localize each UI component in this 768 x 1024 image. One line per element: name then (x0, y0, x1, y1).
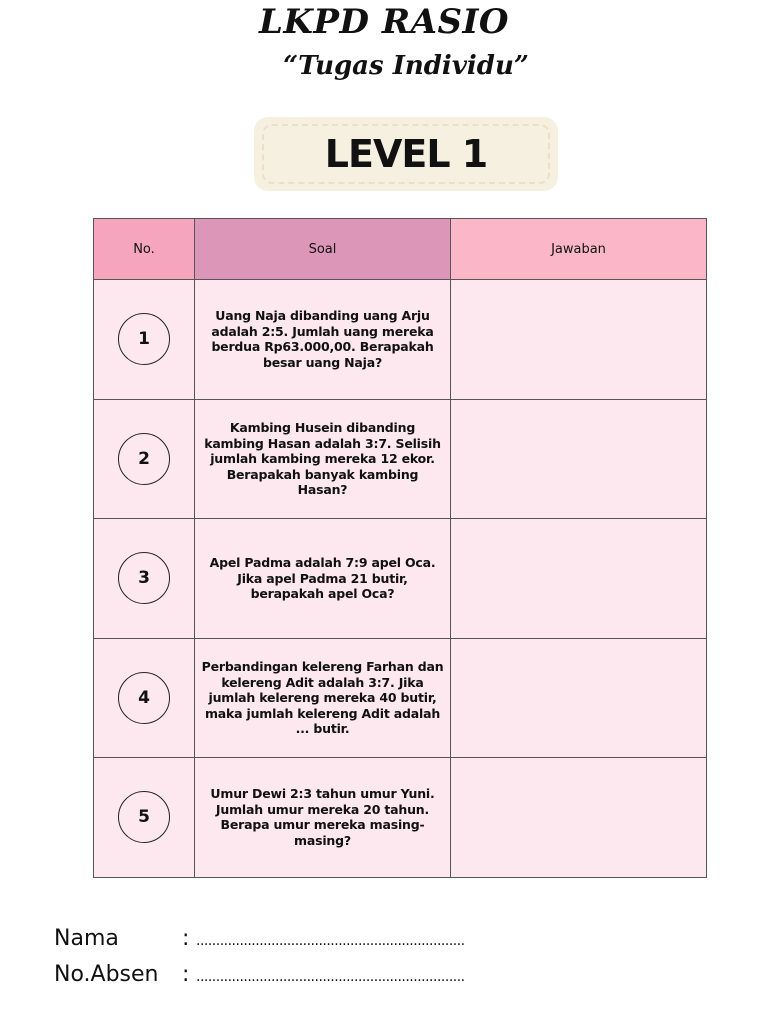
question-text: Umur Dewi 2:3 tahun umur Yuni. Jumlah umur mereka 20 tahun. Berapa umur mereka masing-masing? (210, 786, 435, 848)
absen-blank-line[interactable]: .................................................................... (196, 969, 465, 985)
nama-field-row (54, 925, 465, 955)
absen-separator: : (182, 962, 190, 987)
header-jawaban: Jawaban (451, 219, 707, 280)
answer-cell[interactable] (451, 758, 707, 878)
row-number: 5 (118, 791, 170, 843)
header-soal: Soal (195, 219, 451, 280)
question-text: Apel Padma adalah 7:9 apel Oca. Jika apel Padma 21 butir, berapakah apel Oca? (209, 555, 436, 601)
table-row (94, 638, 707, 758)
nama-blank-line[interactable]: .................................................................... (196, 933, 465, 949)
row-number: 1 (118, 313, 170, 365)
nama-separator: : (182, 926, 190, 951)
question-cell (195, 638, 451, 758)
answer-cell[interactable] (451, 519, 707, 639)
question-cell (195, 280, 451, 400)
question-cell (195, 758, 451, 878)
answer-cell[interactable] (451, 280, 707, 400)
question-table (93, 218, 707, 878)
table-row (94, 758, 707, 878)
absen-label: No.Absen (54, 962, 159, 987)
row-number-cell (94, 638, 195, 758)
row-number: 2 (118, 433, 170, 485)
absen-field-row (54, 961, 465, 991)
level-badge (254, 117, 558, 191)
worksheet-subtitle: “Tugas Individu” (283, 51, 529, 81)
table-header-row (94, 219, 707, 280)
header-no: No. (94, 219, 195, 280)
question-cell (195, 399, 451, 519)
table-row (94, 519, 707, 639)
answer-cell[interactable] (451, 638, 707, 758)
row-number-cell (94, 280, 195, 400)
question-cell (195, 519, 451, 639)
question-text: Perbandingan kelereng Farhan dan kelereng Adit adalah 3:7. Jika jumlah kelereng mereka 40 butir, maka jumlah kelereng Adit adalah ... butir. (201, 659, 444, 736)
table-row (94, 399, 707, 519)
question-text: Uang Naja dibanding uang Arju adalah 2:5. Jumlah uang mereka berdua Rp63.000,00. Berapakah besar uang Naja? (211, 308, 434, 370)
table-row (94, 280, 707, 400)
row-number-cell (94, 758, 195, 878)
question-text: Kambing Husein dibanding kambing Hasan adalah 3:7. Selisih jumlah kambing mereka 12 ekor. Berapakah banyak kambing Hasan? (204, 420, 441, 497)
answer-cell[interactable] (451, 399, 707, 519)
row-number-cell (94, 399, 195, 519)
nama-label: Nama (54, 926, 119, 951)
worksheet-title: LKPD RASIO (258, 2, 510, 42)
row-number-cell (94, 519, 195, 639)
row-number: 3 (118, 552, 170, 604)
level-label: LEVEL 1 (324, 132, 488, 176)
row-number: 4 (118, 672, 170, 724)
